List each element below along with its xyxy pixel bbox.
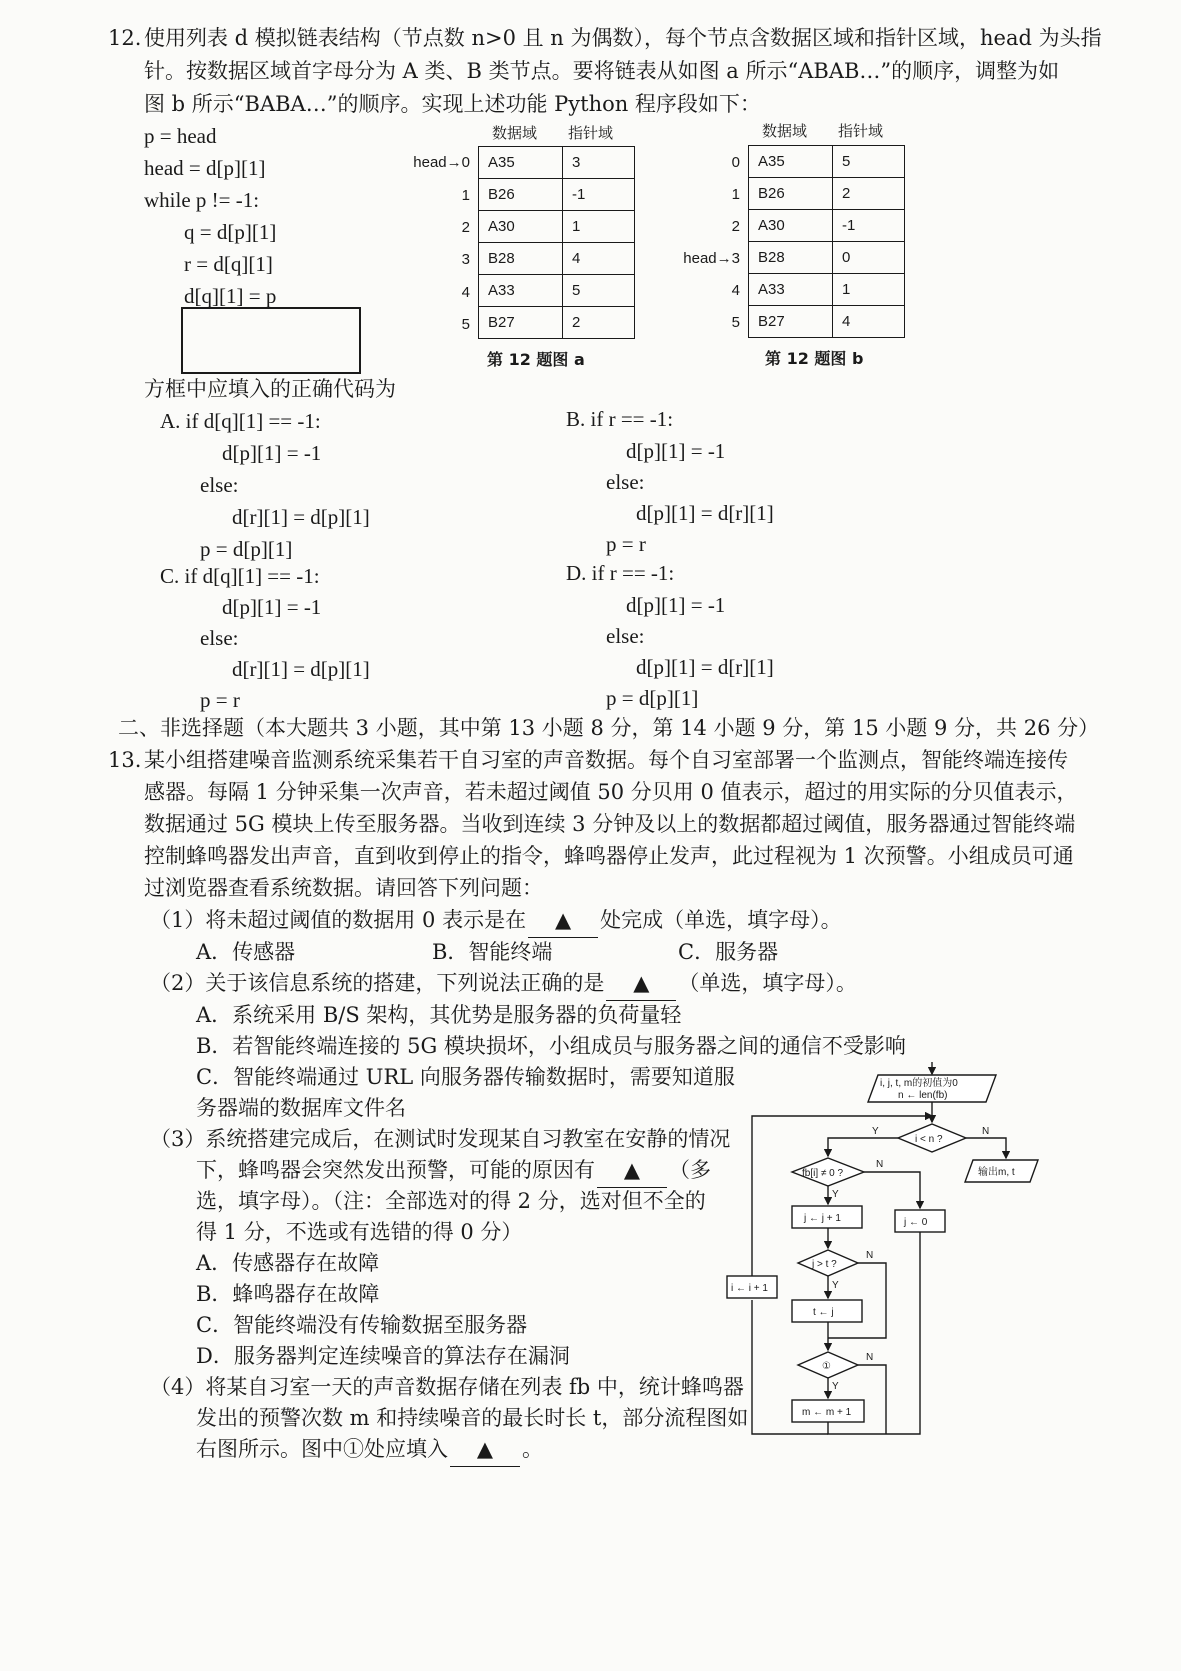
q13-part2: （2）关于该信息系统的搭建，下列说法正确的是 ▲ （单选，填字母）。 (150, 967, 857, 1001)
q13-part3-line4: 得 1 分，不选或有选错的得 0 分） (196, 1220, 523, 1244)
option-b-line: p = r (606, 532, 646, 556)
fig-b-row-index: 1 (731, 186, 740, 203)
fig-b-row-index: 5 (731, 314, 740, 331)
flow-label-n: N (876, 1159, 884, 1170)
flow-label-y: Y (832, 1381, 839, 1392)
q12-number: 12. (108, 26, 142, 50)
code-line: q = d[p][1] (184, 220, 277, 244)
q12-stem-line3: 图 b 所示“BABA…”的顺序。实现上述功能 Python 程序段如下： (144, 92, 761, 116)
q13-part4-line2: 发出的预警次数 m 和持续噪音的最长时长 t，部分流程图如 (196, 1406, 749, 1430)
flow-m-inc-text: m ← m + 1 (802, 1407, 852, 1418)
q13-stem-line: 感器。每隔 1 分钟采集一次声音，若未超过阈值 50 分贝用 0 值表示，超过的用实际的分贝值表示， (144, 780, 1078, 804)
option-d-line: d[p][1] = d[r][1] (636, 655, 774, 679)
option-d-line: D. if r == -1: (566, 561, 675, 585)
flow-cond2-text: fb[i] ≠ 0 ? (802, 1168, 844, 1179)
q13-stem-line: 控制蜂鸣器发出声音，直到收到停止的指令，蜂鸣器停止发声，此过程视为 1 次预警。小组成员可通 (144, 844, 1074, 868)
q13-part3-option-b: B．蜂鸣器存在故障 (196, 1282, 380, 1306)
option-d-line: d[p][1] = -1 (626, 593, 726, 617)
code-line: d[q][1] = p (184, 284, 277, 308)
q13-part3-option-d: D．服务器判定连续噪音的算法存在漏洞 (196, 1344, 570, 1368)
flow-label-n: N (866, 1250, 874, 1261)
q13-part3-option-c: C．智能终端没有传输数据至服务器 (196, 1313, 528, 1337)
fig-a-row-index: 3 (461, 251, 470, 268)
option-b-line: d[p][1] = d[r][1] (636, 501, 774, 525)
option-a-line: d[p][1] = -1 (222, 441, 322, 465)
table-row: A30 1 (479, 211, 635, 243)
table-row: A33 1 (749, 274, 905, 306)
fig-a-row-index: 4 (461, 284, 470, 301)
flow-i-inc-text: i ← i + 1 (731, 1283, 768, 1294)
q13-part1: （1）将未超过阈值的数据用 0 表示是在 ▲ 处完成（单选，填字母）。 (150, 904, 842, 938)
flowchart (720, 1058, 1060, 1448)
flow-j-inc-text: j ← j + 1 (804, 1213, 841, 1224)
q13-number: 13. (108, 748, 142, 772)
answer-blank[interactable]: ▲ (528, 904, 598, 938)
table-row: B27 2 (479, 307, 635, 339)
fig-b-row-index: 4 (731, 282, 740, 299)
option-a-line: A. if d[q][1] == -1: (160, 409, 321, 433)
fig-b-caption: 第 12 题图 b (765, 349, 864, 368)
flow-label-y: Y (872, 1126, 879, 1137)
q13-part2-option-c: C．智能终端通过 URL 向服务器传输数据时，需要知道服 (196, 1065, 735, 1089)
option-c-line: d[p][1] = -1 (222, 595, 322, 619)
flow-t-set-text: t ← j (813, 1307, 834, 1318)
table-row: A35 5 (749, 146, 905, 178)
fig-a-row-index: 1 (461, 187, 470, 204)
table-row: A35 3 (479, 147, 635, 179)
fig-a-row-index: 5 (461, 316, 470, 333)
q13-stem-line: 某小组搭建噪音监测系统采集若干自习室的声音数据。每个自习室部署一个监测点，智能终端连接传 (144, 748, 1068, 772)
q12-stem-line2: 针。按数据区域首字母分为 A 类、B 类节点。要将链表从如图 a 所示“ABAB…”的顺序，调整为如 (144, 59, 1060, 83)
fig-a-head-label: head→ (413, 154, 462, 171)
fig-b-row-index: 0 (731, 154, 740, 171)
table-row: A33 5 (479, 275, 635, 307)
fig-a-row-index: 2 (461, 219, 470, 236)
option-d-line: else: (606, 624, 645, 648)
answer-blank[interactable]: ▲ (450, 1433, 520, 1467)
option-c-line: C. if d[q][1] == -1: (160, 564, 320, 588)
fig-b-table (748, 145, 905, 338)
option-a-line: p = d[p][1] (200, 537, 293, 561)
fig-a-col-data: 数据域 (492, 124, 538, 142)
fig-b-col-data: 数据域 (762, 122, 808, 140)
answer-blank[interactable]: ▲ (597, 1154, 667, 1188)
flow-init-text-1: i, j, t, m的初值为0 (880, 1078, 958, 1089)
answer-blank[interactable]: ▲ (606, 967, 676, 1001)
flow-label-y: Y (832, 1189, 839, 1200)
q13-part1-option-a: A．传感器 (196, 940, 296, 964)
option-a-line: d[r][1] = d[p][1] (232, 505, 370, 529)
flow-cond4-text: ① (822, 1361, 831, 1372)
flow-j-zero-text: j ← 0 (904, 1217, 928, 1228)
q13-part4-line3: 右图所示。图中①处应填入 ▲ 。 (196, 1433, 543, 1467)
fig-a-table (478, 146, 635, 339)
option-c-line: p = r (200, 688, 240, 712)
table-row: B28 0 (749, 242, 905, 274)
q13-stem-line: 数据通过 5G 模块上传至服务器。当收到连续 3 分钟及以上的数据都超过阈值，服务器通过智能终端 (144, 812, 1076, 836)
option-d-line: p = d[p][1] (606, 686, 699, 710)
q12-stem-line1: 使用列表 d 模拟链表结构（节点数 n>0 且 n 为偶数），每个节点含数据区域和指针区域，head 为头指 (144, 26, 1102, 50)
q13-part1-option-b: B．智能终端 (432, 940, 553, 964)
option-c-line: d[r][1] = d[p][1] (232, 657, 370, 681)
fig-b-head-label: head→ (683, 250, 732, 267)
option-b-line: B. if r == -1: (566, 407, 674, 431)
q13-part1-option-c: C．服务器 (678, 940, 779, 964)
answer-blank-box (181, 307, 361, 374)
fig-a-caption: 第 12 题图 a (487, 350, 585, 369)
q13-part3-line3: 选，填字母）。（注：全部选对的得 2 分，选对但不全的 (196, 1189, 706, 1213)
q13-part4-line1: （4）将某自习室一天的声音数据存储在列表 fb 中，统计蜂鸣器 (150, 1375, 744, 1399)
q13-part2-option-c-cont: 务器端的数据库文件名 (196, 1096, 406, 1120)
q13-part3-line1: （3）系统搭建完成后，在测试时发现某自习教室在安静的情况 (150, 1127, 731, 1151)
fig-a-col-ptr: 指针域 (568, 124, 614, 142)
option-a-line: else: (200, 473, 239, 497)
fig-b-row-index: head→3 (683, 250, 740, 267)
code-line: p = head (144, 124, 217, 148)
fig-b-row-index: 2 (731, 218, 740, 235)
q13-part3-option-a: A．传感器存在故障 (196, 1251, 380, 1275)
flow-cond1-text: i < n ? (915, 1134, 943, 1145)
code-line: r = d[q][1] (184, 252, 273, 276)
q12-prompt: 方框中应填入的正确代码为 (144, 377, 396, 401)
q13-part2-option-a: A．系统采用 B/S 架构，其优势是服务器的负荷量轻 (196, 1003, 682, 1027)
flow-init-text-2: n ← len(fb) (898, 1090, 948, 1101)
table-row: B26 2 (749, 178, 905, 210)
table-row: B28 4 (479, 243, 635, 275)
table-row: B26 -1 (479, 179, 635, 211)
flow-label-n: N (982, 1126, 990, 1137)
table-row: A30 -1 (749, 210, 905, 242)
q13-part3-line2: 下，蜂鸣器会突然发出预警，可能的原因有 ▲ （多 (196, 1154, 711, 1188)
code-line: head = d[p][1] (144, 156, 266, 180)
code-line: while p != -1: (144, 188, 260, 212)
fig-a-row-index: head→0 (413, 154, 470, 171)
option-c-line: else: (200, 626, 239, 650)
flow-cond3-text: j > t ? (812, 1259, 837, 1270)
q13-stem-line: 过浏览器查看系统数据。请回答下列问题： (144, 876, 543, 900)
flow-label-y: Y (832, 1280, 839, 1291)
table-row: B27 4 (749, 306, 905, 338)
fig-b-col-ptr: 指针域 (838, 122, 884, 140)
option-b-line: d[p][1] = -1 (626, 439, 726, 463)
q13-part2-option-b: B．若智能终端连接的 5G 模块损坏，小组成员与服务器之间的通信不受影响 (196, 1034, 906, 1058)
section-two-heading: 二、非选择题（本大题共 3 小题，其中第 13 小题 8 分，第 14 小题 9 分，第 15 小题 9 分，共 26 分） (118, 716, 1100, 740)
flow-output-text: 输出m, t (978, 1167, 1015, 1178)
flow-label-n: N (866, 1352, 874, 1363)
option-b-line: else: (606, 470, 645, 494)
